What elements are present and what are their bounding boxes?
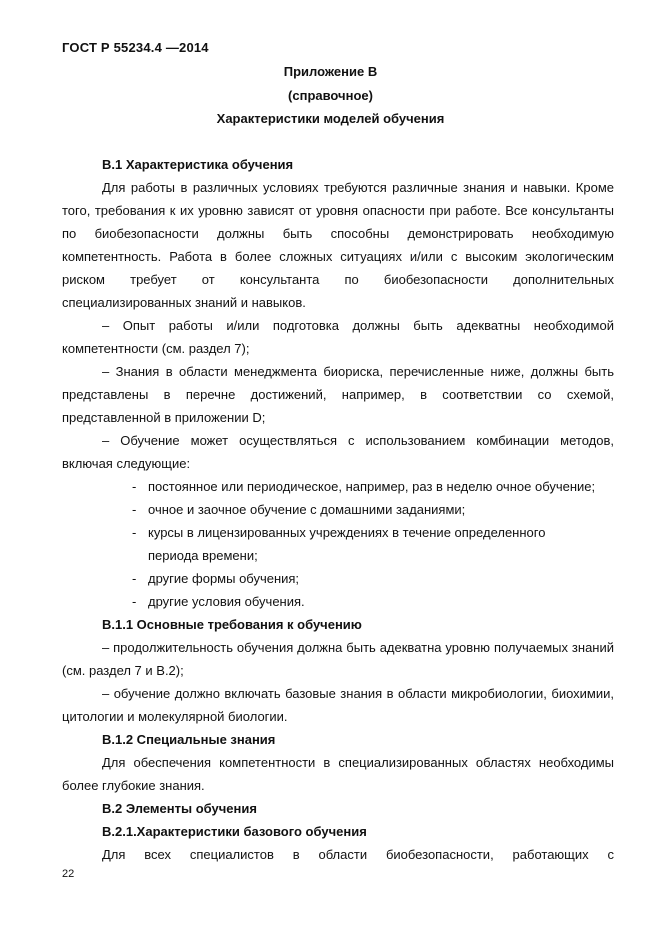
list-item: – обучение должно включать базовые знания в области микробиологии, биохимии, цитологии и молекулярной биологии.: [62, 686, 614, 724]
document-body: [62, 153, 614, 866]
list-item: – Опыт работы и/или подготовка должны быть адекватны необходимой компетентности (см. раздел 7);: [62, 318, 614, 356]
dash-marker: -: [132, 594, 137, 609]
paragraph: Для обеспечения компетентности в специализированных областях необходимы более глубокие знания.: [62, 755, 614, 793]
section-heading-b21: В.2.1.Характеристики базового обучения: [102, 824, 367, 839]
page-number: 22: [62, 868, 75, 880]
list-item: – Знания в области менеджмента биориска, перечисленные ниже, должны быть представлены в перечне достижений, например, в соответствии со схемой, представленной в приложении D;: [62, 364, 614, 425]
appendix-type: (справочное): [288, 88, 373, 103]
list-item: – продолжительность обучения должна быть адекватна уровню получаемых знаний (см. раздел 7 и В.2);: [62, 640, 614, 678]
dash-marker: -: [132, 571, 137, 586]
list-item: - очное и заочное обучение с домашними заданиями;: [132, 498, 614, 521]
dash-marker: -: [132, 525, 137, 540]
appendix-title: Характеристики моделей обучения: [216, 111, 445, 126]
document-code: ГОСТ Р 55234.4 —2014: [62, 40, 209, 55]
appendix-label: Приложение В: [283, 64, 378, 79]
section-heading-b12: В.1.2 Специальные знания: [102, 732, 276, 747]
paragraph: Для работы в различных условиях требуются различные знания и навыки. Кроме того, требования к их уровню зависят от уровня опасности при работе. Все консультанты по биобезопасности должны быть способны демонстрировать необходимую компетентность. Работа в более сложных ситуациях и/или с высоким экологическим риском требует от консультанта по биобезопасности дополнительных специализированных знаний и навыков.: [62, 180, 614, 310]
methods-list: [62, 475, 614, 613]
dash-marker: -: [132, 479, 137, 494]
list-item: - курсы в лицензированных учреждениях в течение определенного периода времени;: [132, 521, 614, 567]
section-heading-b2: В.2 Элементы обучения: [102, 801, 257, 816]
list-item: - другие условия обучения.: [132, 590, 614, 613]
list-item: – Обучение может осуществляться с использованием комбинации методов, включая следующие:: [62, 433, 614, 471]
list-item: - другие формы обучения;: [132, 567, 614, 590]
section-heading-b1: В.1 Характеристика обучения: [102, 157, 294, 172]
dash-marker: -: [132, 502, 137, 517]
section-heading-b11: В.1.1 Основные требования к обучению: [102, 617, 362, 632]
paragraph: Для всех специалистов в области биобезопасности, работающих с: [102, 847, 614, 862]
list-item: - постоянное или периодическое, например, раз в неделю очное обучение;: [132, 475, 614, 498]
